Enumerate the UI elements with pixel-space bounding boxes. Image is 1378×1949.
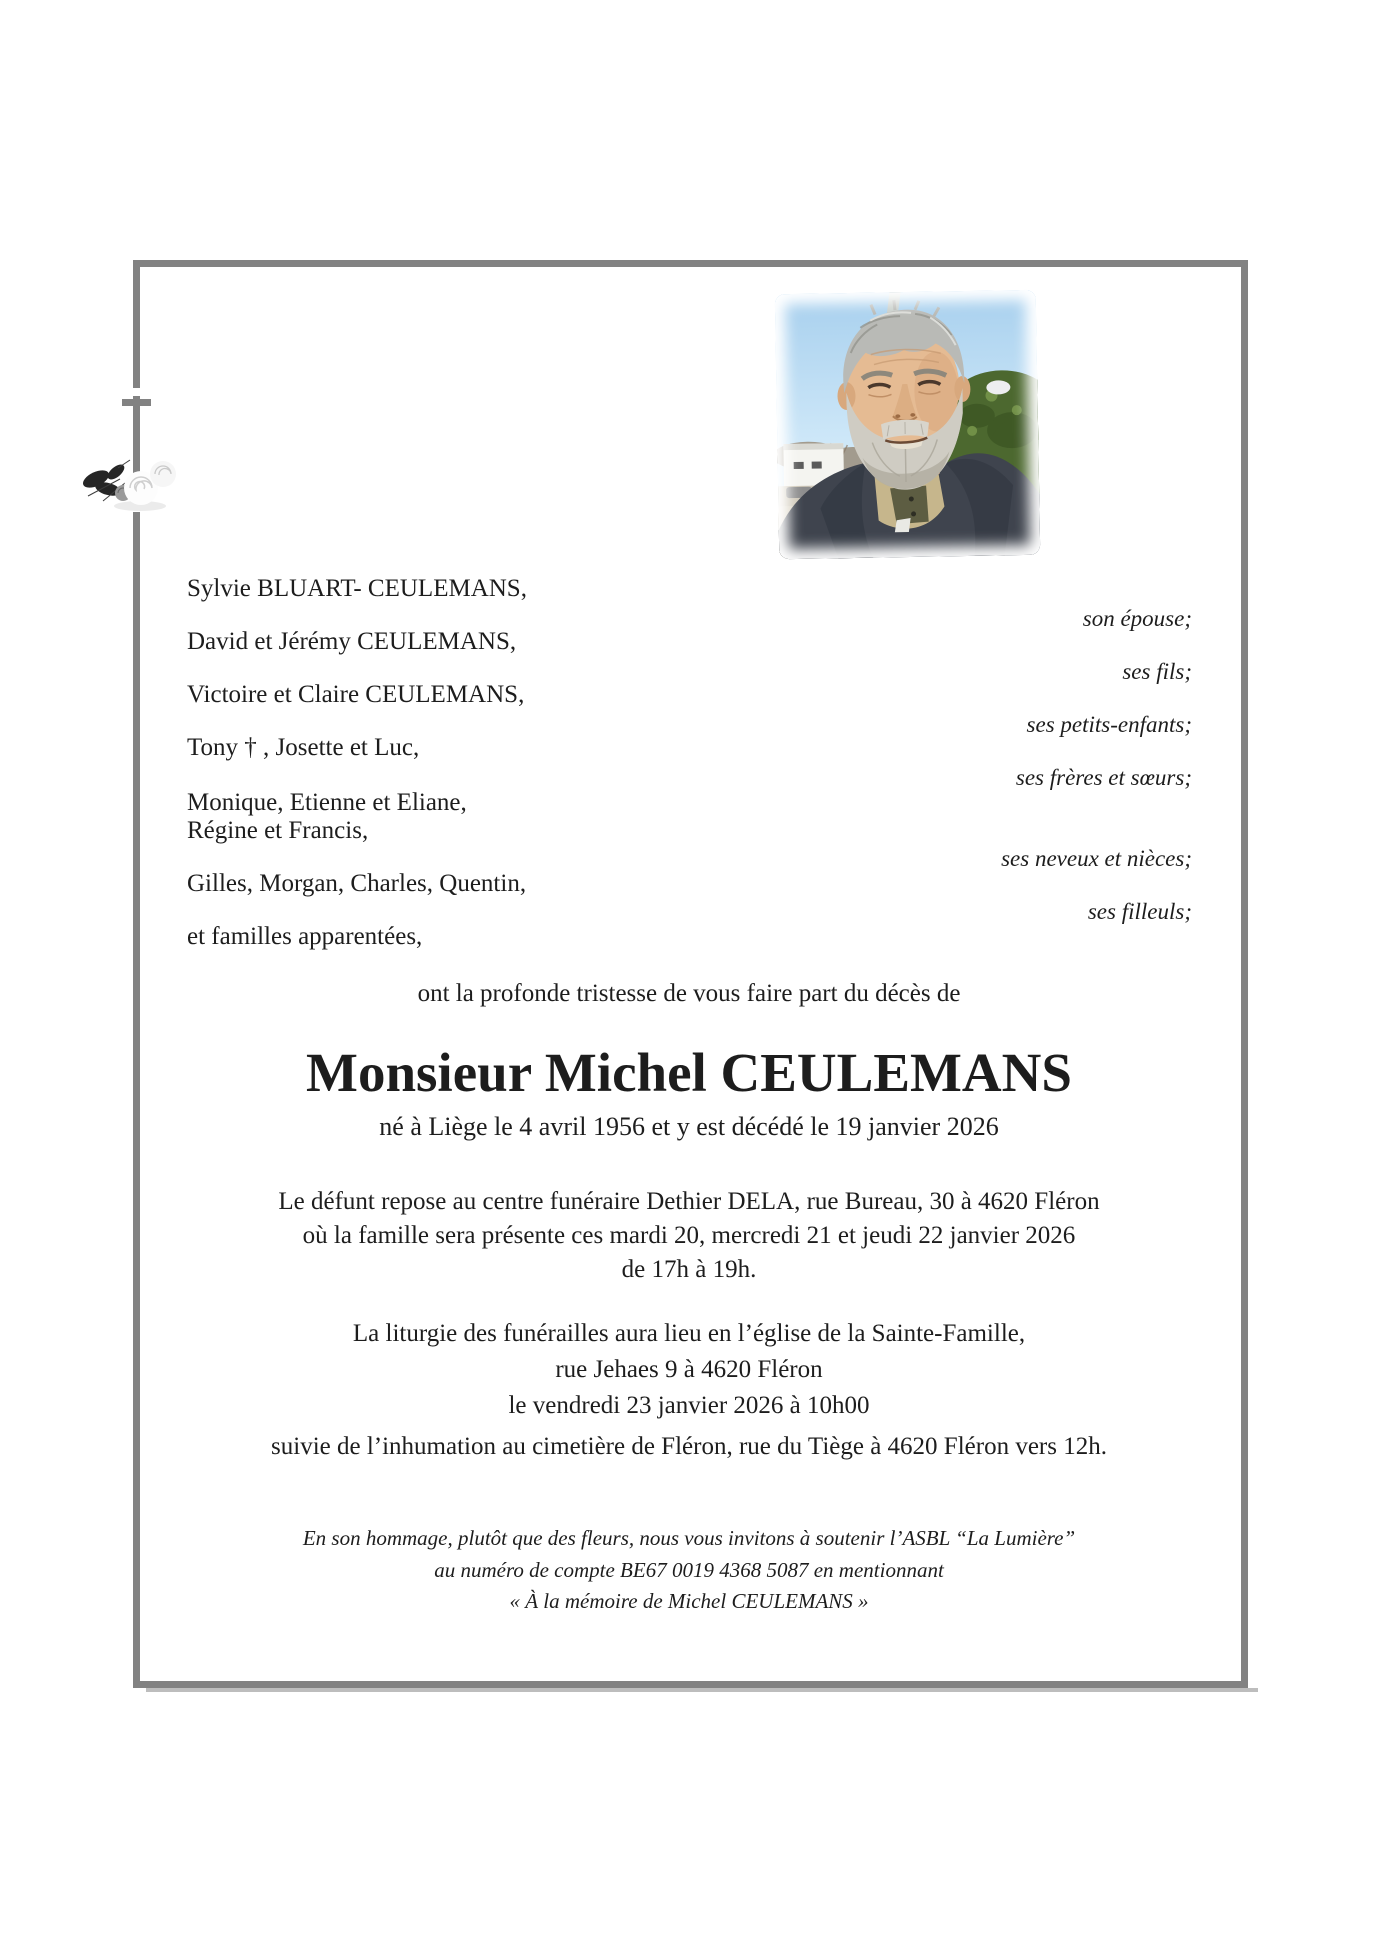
announcement-intro: ont la profonde tristesse de vous faire part du décès de <box>417 980 961 1007</box>
mourner-line: David et Jérémy CEULEMANS, <box>187 628 517 655</box>
repose-line: où la famille sera présente ces mardi 20, mercredi 21 et jeudi 22 janvier 2026 <box>302 1222 1076 1249</box>
liturgy-line: rue Jehaes 9 à 4620 Fléron <box>555 1356 823 1383</box>
deceased-life-dates: né à Liège le 4 avril 1956 et y est décédé le 19 janvier 2026 <box>379 1112 999 1141</box>
mourner-line: Sylvie BLUART- CEULEMANS, <box>187 575 527 602</box>
portrait-photo-image <box>775 290 1041 560</box>
repose-line: de 17h à 19h. <box>621 1256 757 1283</box>
mourner-line: Victoire et Claire CEULEMANS, <box>187 681 525 708</box>
frame-border-bottom <box>133 1681 1248 1688</box>
liturgy-line: suivie de l’inhumation au cimetière de Fléron, rue du Tiège à 4620 Fléron vers 12h. <box>271 1433 1107 1460</box>
liturgy-line: La liturgie des funérailles aura lieu en l’église de la Sainte-Famille, <box>352 1320 1026 1347</box>
cross-icon-arm <box>122 399 151 406</box>
relation-label: ses filleuls; <box>1087 899 1192 924</box>
relation-label: son épouse; <box>1082 606 1192 631</box>
mourner-line: et familles apparentées, <box>187 923 423 950</box>
portrait-photo <box>775 290 1041 560</box>
deceased-name: Monsieur Michel CEULEMANS <box>306 1042 1072 1103</box>
frame-border-left-upper <box>133 260 140 388</box>
frame-shadow <box>146 1688 1258 1692</box>
relation-label: ses fils; <box>1122 659 1192 684</box>
mourner-line: Tony † , Josette et Luc, <box>187 734 420 761</box>
frame-border-top <box>133 260 1248 267</box>
frame-border-left-lower <box>133 512 140 1688</box>
mourner-line: Gilles, Morgan, Charles, Quentin, <box>187 870 527 897</box>
liturgy-line: le vendredi 23 janvier 2026 à 10h00 <box>508 1392 870 1419</box>
mourner-line: Monique, Etienne et Eliane, <box>187 789 467 816</box>
relation-label: ses neveux et nièces; <box>1001 846 1192 871</box>
white-roses-icon <box>78 450 180 514</box>
homage-line: « À la mémoire de Michel CEULEMANS » <box>509 1589 869 1613</box>
mourner-line: Régine et Francis, <box>187 817 369 844</box>
repose-line: Le défunt repose au centre funéraire Dethier DELA, rue Bureau, 30 à 4620 Fléron <box>278 1188 1100 1215</box>
homage-line: au numéro de compte BE67 0019 4368 5087 en mentionnant <box>434 1558 944 1582</box>
relation-label: ses frères et sœurs; <box>1015 765 1192 790</box>
relation-label: ses petits-enfants; <box>1026 712 1192 737</box>
frame-border-right <box>1241 260 1248 1688</box>
homage-line: En son hommage, plutôt que des fleurs, nous vous invitons à soutenir l’ASBL “La Lumière” <box>302 1526 1076 1550</box>
